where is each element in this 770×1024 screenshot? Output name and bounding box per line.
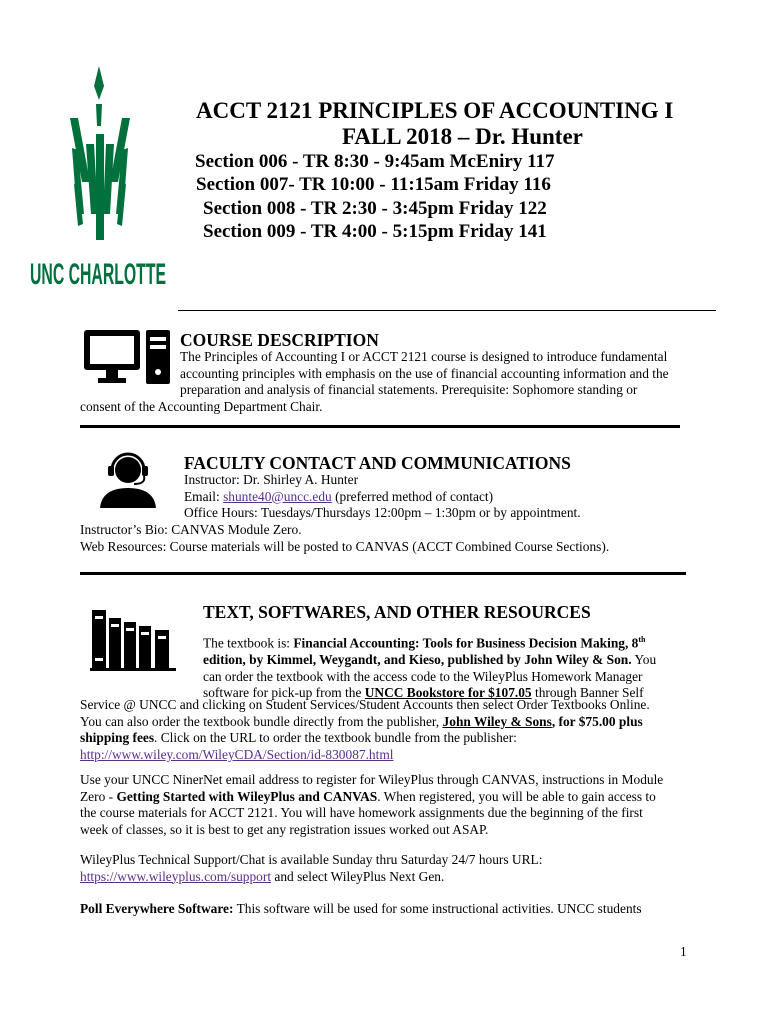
registration-line-3: the course materials for ACCT 2121. You will have homework assignments due the beginning of the first <box>80 805 643 821</box>
crown-emblem-icon <box>28 64 170 292</box>
wiley-url-link[interactable]: http://www.wiley.com/WileyCDA/Section/id-830087.html <box>80 746 394 762</box>
section-008: Section 008 - TR 2:30 - 3:45pm Friday 122 <box>203 198 547 219</box>
wileyplus-support <box>80 852 542 885</box>
office-hours: Office Hours: Tuesdays/Thursdays 12:00pm – 1:30pm or by appointment. <box>184 505 581 521</box>
textbook-line-4: software for pick-up from the UNCC Bookstore for $107.05 through Banner Self <box>203 685 644 701</box>
books-icon <box>90 608 182 672</box>
email-label: Email: <box>184 488 224 504</box>
computer-icon <box>82 328 174 388</box>
faculty-divider <box>80 572 686 575</box>
support-line-2: https://www.wileyplus.com/support and select WileyPlus Next Gen. <box>80 868 445 884</box>
textbook-line-6: You can also order the textbook bundle directly from the publisher, John Wiley & Sons, for $75.00 plus <box>80 713 643 729</box>
page-number: 1 <box>680 944 687 959</box>
headset-person-icon <box>96 450 160 510</box>
poll-everywhere-line: Poll Everywhere Software: This software will be used for some instructional activities. UNCC students <box>80 901 642 916</box>
web-resources: Web Resources: Course materials will be posted to CANVAS (ACCT Combined Course Sections). <box>80 539 610 554</box>
support-line-1: WileyPlus Technical Support/Chat is available Sunday thru Saturday 24/7 hours URL: <box>80 852 543 867</box>
registration-line-4: week of classes, so it is best to get any registration issues worked out ASAP. <box>80 821 489 837</box>
textbook-line-5: Service @ UNCC and clicking on Student Services/Student Accounts then select Order Textbooks Online. <box>80 697 650 712</box>
resources-intro <box>203 632 656 702</box>
course-line-3: preparation and analysis of financial statements. Prerequisite: Sophomore standing or <box>180 382 638 398</box>
textbook-line-2: edition, by Kimmel, Weygandt, and Kieso, published by John Wiley & Son. You <box>203 652 657 668</box>
instructor-name: Instructor: Dr. Shirley A. Hunter <box>184 472 359 487</box>
wiley-url-line <box>80 747 650 764</box>
wileyplus-registration <box>80 772 663 838</box>
course-description-text <box>180 349 669 399</box>
resources-heading: TEXT, SOFTWARES, AND OTHER RESOURCES <box>203 602 591 622</box>
header-divider <box>178 310 716 311</box>
faculty-heading: FACULTY CONTACT AND COMMUNICATIONS <box>184 453 571 473</box>
course-term: FALL 2018 – Dr. Hunter <box>342 124 583 149</box>
registration-line-1: Use your UNCC NinerNet email address to register for WileyPlus through CANVAS, instructions in Module <box>80 772 664 787</box>
faculty-details <box>184 472 581 522</box>
course-line-2: accounting principles with emphasis on the use of financial accounting information and the <box>180 365 669 381</box>
email-link[interactable]: shunte40@uncc.edu <box>223 488 332 504</box>
email-line <box>184 489 581 506</box>
unc-charlotte-logo <box>28 64 170 292</box>
textbook-line-1: The textbook is: Financial Accounting: Tools for Business Decision Making, 8th <box>203 635 646 651</box>
resources-body <box>80 697 650 763</box>
logo-wordmark: UNC CHARLOTTE <box>30 258 166 291</box>
section-007: Section 007- TR 10:00 - 11:15am Friday 116 <box>196 174 551 195</box>
section-006: Section 006 - TR 8:30 - 9:45am McEniry 117 <box>195 151 555 172</box>
course-description-heading: COURSE DESCRIPTION <box>180 330 379 350</box>
textbook-line-7: shipping fees. Click on the URL to order the textbook bundle from the publisher: <box>80 730 517 746</box>
email-note: (preferred method of contact) <box>331 488 494 504</box>
publisher-name: John Wiley & Sons <box>442 713 552 729</box>
section-009: Section 009 - TR 4:00 - 5:15pm Friday 141 <box>203 221 547 242</box>
course-divider <box>80 425 680 428</box>
course-line-1: The Principles of Accounting I or ACCT 2121 course is designed to introduce fundamental <box>180 349 668 364</box>
wileyplus-support-link[interactable]: https://www.wileyplus.com/support <box>80 868 272 884</box>
bookstore-price: UNCC Bookstore for $107.05 <box>364 685 532 701</box>
registration-line-2: Zero - Getting Started with WileyPlus and CANVAS. When registered, you will be able to gain access to <box>80 788 656 804</box>
instructor-bio: Instructor’s Bio: CANVAS Module Zero. <box>80 522 302 537</box>
course-title: ACCT 2121 PRINCIPLES OF ACCOUNTING I <box>196 98 674 123</box>
textbook-line-3: can order the textbook with the access code to the WileyPlus Homework Manager <box>203 668 643 684</box>
course-line-4: consent of the Accounting Department Chair. <box>80 399 323 414</box>
